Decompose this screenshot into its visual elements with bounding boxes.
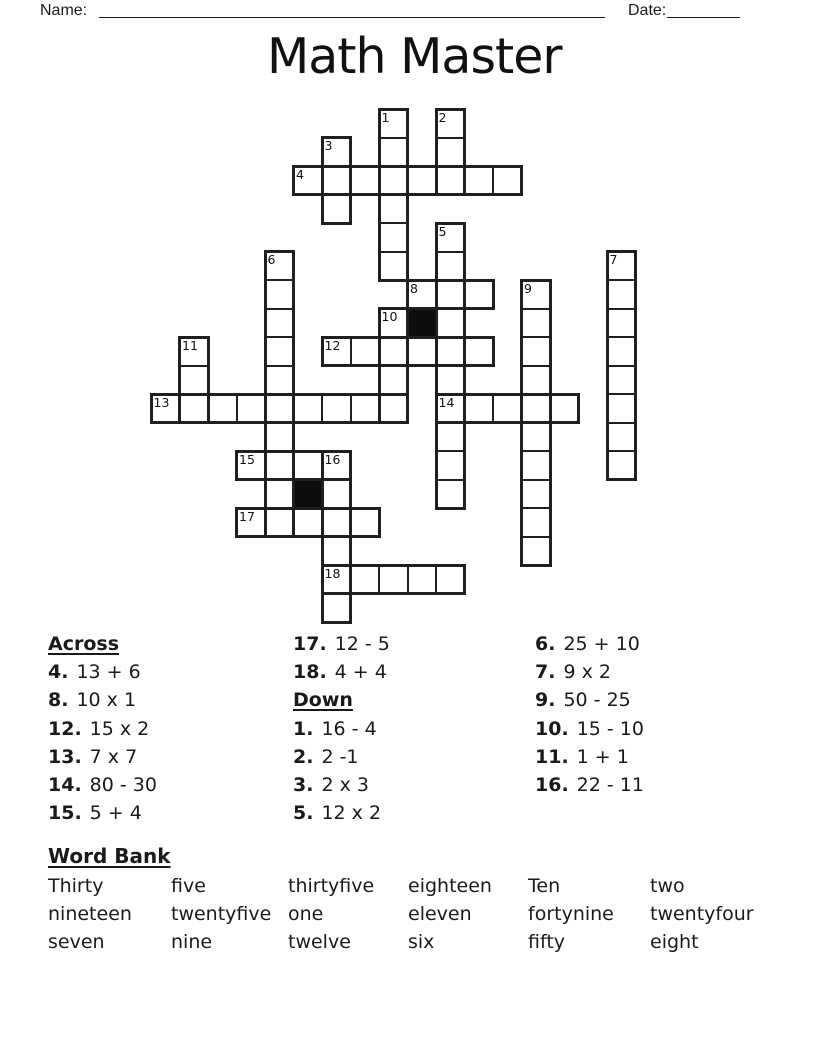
black-cell [407, 308, 438, 339]
clue-text: 5 + 4 [89, 802, 142, 825]
clue-number: 6. [535, 633, 556, 655]
grid-cell [492, 393, 523, 424]
clue-item [48, 771, 157, 799]
clue-item [293, 630, 390, 658]
clue-text: 50 - 25 [563, 689, 631, 712]
grid-cell [293, 450, 324, 481]
clue-text: 22 - 11 [576, 774, 644, 797]
clue-list-header [293, 686, 390, 714]
grid-cell [264, 507, 295, 538]
clue-column-1 [48, 630, 157, 827]
word-bank-item: five [171, 875, 206, 897]
clue-item [535, 771, 644, 799]
grid-cell [606, 279, 637, 310]
clue-number: 16. [535, 774, 569, 797]
grid-cell [350, 336, 381, 367]
clue-text: 15 x 2 [89, 717, 150, 740]
grid-cell [521, 507, 552, 538]
grid-cell [321, 393, 352, 424]
grid-cell [264, 365, 295, 396]
clue-number: 13. [48, 745, 82, 768]
grid-cell [321, 507, 352, 538]
grid-number-11: 11 [182, 337, 198, 353]
grid-cell [378, 165, 409, 196]
word-bank-item: thirtyfive [288, 875, 375, 897]
grid-cell [435, 422, 466, 453]
word-bank-item: fifty [528, 931, 566, 954]
clue-number: 14. [48, 774, 82, 797]
grid-cell [464, 336, 495, 367]
clue-number: 2. [293, 745, 314, 768]
grid-cell [435, 137, 466, 168]
clue-number: 4. [48, 661, 69, 684]
grid-number-6: 6 [267, 252, 276, 267]
grid-cell [521, 536, 552, 567]
grid-cell [435, 564, 466, 595]
clue-item [48, 715, 157, 743]
clue-item [48, 686, 157, 714]
word-bank-item: seven [48, 931, 105, 954]
grid-cell [350, 165, 381, 196]
clue-number: 1. [293, 717, 314, 740]
clue-number: 11. [535, 745, 569, 768]
clue-column-2 [293, 630, 390, 827]
clue-item [535, 743, 644, 771]
clue-item [293, 743, 390, 771]
clue-text: 7 x 7 [89, 745, 138, 768]
grid-cell [521, 479, 552, 510]
word-bank-item: twentyfour [650, 903, 754, 926]
word-bank-item: twelve [288, 931, 351, 954]
clue-text: 12 - 5 [334, 633, 390, 655]
clue-text: 16 - 4 [321, 717, 377, 740]
grid-cell [350, 393, 381, 424]
clue-number: 17. [293, 633, 327, 655]
clue-item [535, 658, 644, 686]
clue-item [48, 743, 157, 771]
clue-number: 15. [48, 802, 82, 825]
grid-cell [378, 194, 409, 225]
clue-number: 18. [293, 661, 327, 684]
clue-item [535, 686, 644, 714]
grid-number-4: 4 [296, 166, 304, 182]
grid-cell [321, 479, 352, 510]
clue-item [535, 630, 644, 658]
name-label: Name: [40, 2, 88, 19]
word-bank-item: nineteen [48, 903, 132, 926]
clue-number: 7. [535, 661, 556, 684]
grid-cell [435, 365, 466, 396]
clue-item [48, 799, 157, 827]
grid-cell [521, 365, 552, 396]
grid-cell [606, 365, 637, 396]
grid-cell [293, 393, 324, 424]
grid-number-12: 12 [324, 337, 341, 353]
date-label: Date: [628, 2, 667, 19]
clue-header-label: Across [48, 633, 120, 655]
grid-number-2: 2 [438, 109, 447, 125]
word-bank-header: Word Bank [48, 844, 171, 868]
clue-text: 1 + 1 [576, 745, 629, 768]
grid-number-1: 1 [381, 109, 390, 125]
grid-number-7: 7 [609, 252, 618, 267]
grid-cell [236, 393, 267, 424]
grid-number-13: 13 [153, 394, 170, 410]
clue-text: 2 x 3 [321, 774, 369, 797]
name-blank-line [99, 0, 605, 18]
clue-text: 80 - 30 [89, 774, 157, 797]
word-bank-item: one [288, 903, 324, 926]
black-cell [293, 479, 324, 510]
clue-item [293, 799, 390, 827]
grid-cell [179, 393, 210, 424]
clue-number: 5. [293, 802, 314, 825]
grid-number-3: 3 [324, 138, 333, 153]
grid-cell [435, 279, 466, 310]
grid-cell [435, 165, 466, 196]
clue-text: 25 + 10 [563, 633, 640, 655]
grid-cell [492, 165, 523, 196]
clue-column-3 [535, 630, 644, 799]
grid-number-18: 18 [324, 565, 341, 581]
grid-cell [264, 422, 295, 453]
clue-number: 3. [293, 774, 314, 797]
grid-cell [521, 422, 552, 453]
grid-cell [606, 336, 637, 367]
clue-text: 9 x 2 [563, 661, 611, 684]
grid-cell [264, 450, 295, 481]
grid-cell [549, 393, 580, 424]
grid-cell [179, 365, 210, 396]
grid-number-14: 14 [438, 394, 455, 410]
grid-number-17: 17 [239, 508, 255, 524]
clue-number: 9. [535, 689, 556, 712]
word-bank-grid [48, 872, 754, 957]
grid-cell [435, 308, 466, 339]
grid-cell [606, 393, 637, 424]
word-bank-item: twentyfive [171, 903, 272, 926]
grid-cell [264, 336, 295, 367]
crossword-grid [150, 108, 670, 653]
clue-item [293, 771, 390, 799]
page-title: Math Master [267, 28, 562, 85]
grid-cell [521, 336, 552, 367]
clue-list-header [48, 630, 157, 658]
grid-cell [350, 564, 381, 595]
grid-cell [521, 393, 552, 424]
grid-number-9: 9 [524, 280, 532, 296]
clue-text: 13 + 6 [76, 661, 141, 684]
grid-cell [464, 165, 495, 196]
word-bank-item: fortynine [528, 903, 614, 926]
clue-text: 4 + 4 [334, 661, 387, 684]
grid-cell [378, 564, 409, 595]
grid-cell [606, 450, 637, 481]
grid-cell [435, 479, 466, 510]
grid-cell [321, 165, 352, 196]
grid-cell [435, 251, 466, 282]
grid-cell [464, 279, 495, 310]
word-bank-item: eight [650, 931, 699, 954]
word-bank-item: six [408, 931, 435, 954]
grid-cell [350, 507, 381, 538]
grid-cell [378, 365, 409, 396]
grid-cell [521, 308, 552, 339]
grid-cell [521, 450, 552, 481]
clue-number: 8. [48, 689, 69, 712]
grid-cell [264, 479, 295, 510]
clue-text: 12 x 2 [321, 802, 382, 825]
grid-number-8: 8 [410, 280, 418, 296]
word-bank-item: eighteen [408, 875, 492, 897]
grid-number-15: 15 [239, 451, 255, 467]
grid-cell [407, 165, 438, 196]
grid-cell [378, 393, 409, 424]
grid-number-10: 10 [381, 309, 398, 324]
word-bank-item: eleven [408, 903, 472, 926]
grid-cell [407, 336, 438, 367]
clue-item [293, 658, 390, 686]
grid-cell [378, 222, 409, 253]
word-bank-item: nine [171, 931, 213, 954]
word-bank-item: Thirty [48, 875, 104, 897]
word-bank-item: two [650, 875, 685, 897]
grid-cell [264, 279, 295, 310]
clue-header-label: Down [293, 689, 353, 712]
grid-cell [464, 393, 495, 424]
grid-cell [207, 393, 238, 424]
clue-item [48, 658, 157, 686]
clue-number: 10. [535, 717, 569, 740]
word-bank-item: Ten [528, 875, 561, 897]
date-blank-line [667, 0, 740, 18]
grid-cell [264, 308, 295, 339]
grid-cell [321, 593, 352, 624]
grid-cell [435, 450, 466, 481]
clue-item [293, 715, 390, 743]
grid-cell [407, 564, 438, 595]
clue-text: 15 - 10 [576, 717, 644, 740]
clue-item [535, 715, 644, 743]
grid-cell [264, 393, 295, 424]
clue-text: 2 -1 [321, 745, 359, 768]
clue-number: 12. [48, 717, 82, 740]
grid-number-16: 16 [324, 451, 341, 467]
grid-cell [378, 137, 409, 168]
grid-cell [378, 251, 409, 282]
grid-cell [606, 308, 637, 339]
grid-cell [293, 507, 324, 538]
grid-cell [321, 194, 352, 225]
grid-number-5: 5 [438, 223, 447, 239]
grid-cell [378, 336, 409, 367]
grid-cell [606, 422, 637, 453]
grid-cell [321, 536, 352, 567]
clue-text: 10 x 1 [76, 689, 137, 712]
grid-cell [435, 336, 466, 367]
